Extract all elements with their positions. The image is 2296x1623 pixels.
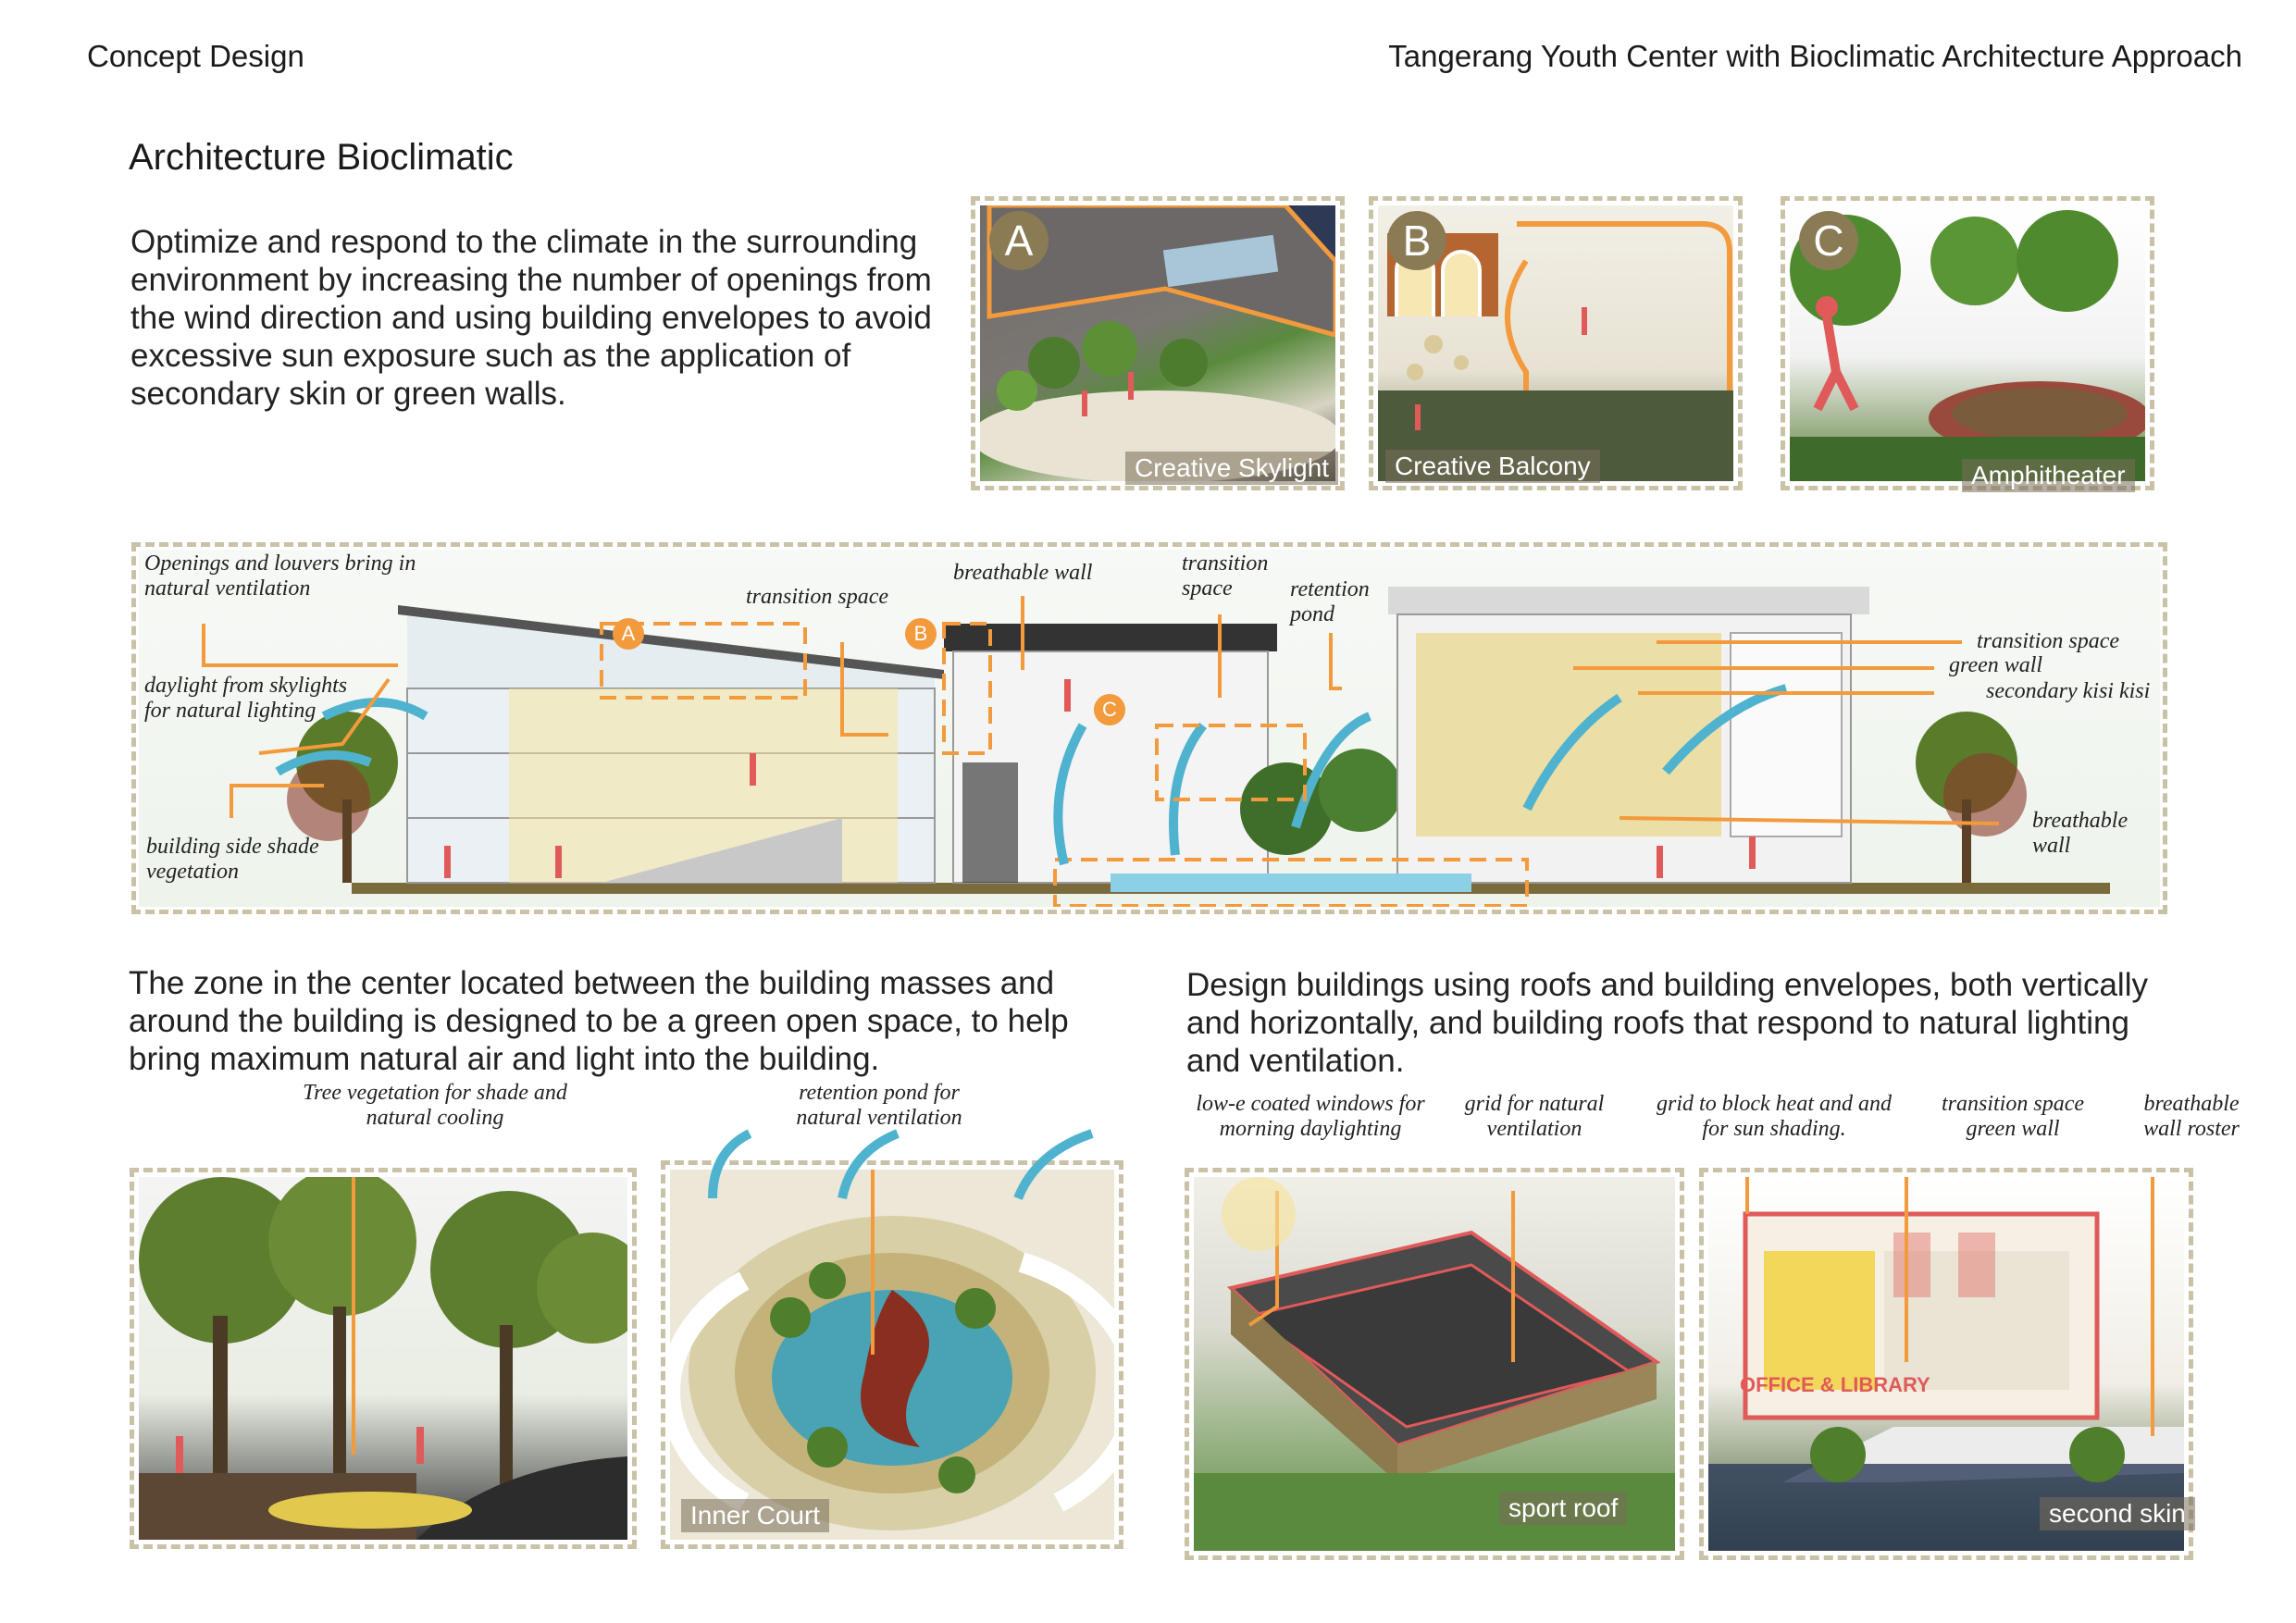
right-paragraph: Design buildings using roofs and building envelopes, both vertically and horizontally, and building roofs that respond to natural lighting and ventilation.	[1186, 967, 2148, 1079]
label-openings: Openings and louvers bring in natural ventilation	[144, 551, 416, 601]
label-grid-heat: grid to block heat and and for sun shading.	[1657, 1092, 1892, 1141]
label-secondary: secondary kisi kisi	[1986, 679, 2151, 703]
section-marker-a: A	[613, 618, 644, 650]
building-section-drawing	[139, 550, 2160, 907]
badge-a: A	[989, 211, 1049, 270]
intro-paragraph: Optimize and respond to the climate in the surrounding environment by increasing the number of openings from the wind direction and using building envelopes to avoid excessive sun exposure such as the application of secondary skin or green walls.	[130, 224, 932, 412]
tree-vegetation-image	[139, 1177, 627, 1540]
label-transition-space-2: transition space	[1182, 551, 1269, 601]
label-retention-pond: retention pond	[1290, 577, 1370, 626]
header-left: Concept Design	[87, 39, 304, 73]
caption-inner-court: Inner Court	[681, 1499, 829, 1532]
label-transition-space-3: transition space	[1977, 629, 2119, 653]
label-breathable-roster: breathable wall roster	[2143, 1092, 2240, 1141]
caption-creative-skylight: Creative Skylight	[1125, 452, 1338, 485]
label-grid-vent: grid for natural ventilation	[1464, 1092, 1605, 1141]
label-green-wall: green wall	[1949, 653, 2043, 677]
label-daylight: daylight from skylights for natural lighting	[144, 674, 348, 723]
left-paragraph: The zone in the center located between the building masses and around the building is designed to be a green open space, to help bring maximum natural air and light into the building.	[129, 965, 1069, 1077]
label-transition-green: transition space green wall	[1942, 1092, 2084, 1141]
inner-court-image	[670, 1170, 1114, 1540]
caption-second-skin: second skin	[2040, 1497, 2195, 1530]
caption-sport-roof: sport roof	[1499, 1492, 1627, 1525]
section-title: Architecture Bioclimatic	[129, 137, 514, 178]
office-library-sign: OFFICE & LIBRARY	[1740, 1373, 1930, 1396]
section-marker-b: B	[905, 618, 937, 650]
section-marker-c: C	[1094, 694, 1125, 725]
label-retention: retention pond for natural ventilation	[796, 1081, 962, 1130]
caption-amphitheater: Amphitheater	[1962, 459, 2135, 492]
label-breathable-wall-2: breathable wall	[2032, 809, 2128, 858]
label-transition-space-1: transition space	[746, 585, 888, 609]
label-lowe: low-e coated windows for morning daylighting	[1196, 1092, 1425, 1141]
second-skin-image	[1708, 1177, 2184, 1551]
badge-b: B	[1387, 211, 1446, 270]
label-tree: Tree vegetation for shade and natural cooling	[303, 1081, 567, 1130]
label-side-shade: building side shade vegetation	[146, 835, 319, 884]
label-breathable-wall-1: breathable wall	[953, 561, 1093, 585]
caption-creative-balcony: Creative Balcony	[1385, 450, 1600, 483]
badge-c: C	[1799, 211, 1858, 270]
header-right: Tangerang Youth Center with Bioclimatic Architecture Approach	[1388, 39, 2242, 73]
